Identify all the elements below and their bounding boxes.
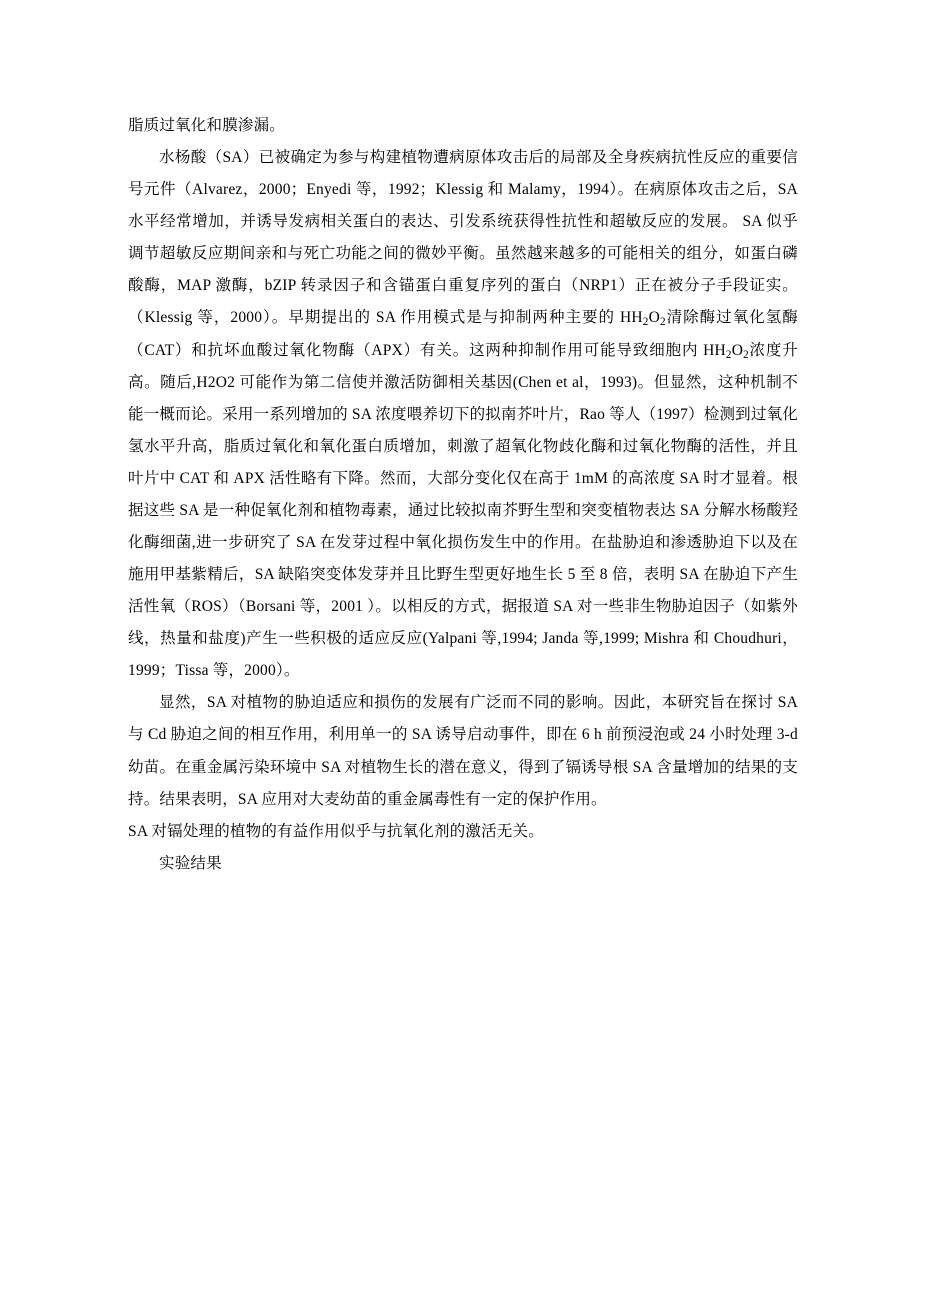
paragraph-antioxidant-note: SA 对镉处理的植物的有益作用似乎与抗氧化剂的激活无关。	[128, 822, 544, 840]
paragraph-study-objective: 显然，SA 对植物的胁迫适应和损伤的发展有广泛而不同的影响。因此，本研究旨在探讨 SA 与 Cd 胁迫之间的相互作用，利用单一的 SA 诱导启动事件，即在 6 h 前预浸泡或 24 小时处理 3-d 幼苗。在重金属污染环境中 SA 对植物生长的潜在意义，得到了镉诱导根 SA 含量增加的结果的支持。结果表明，SA 应用对大麦幼苗的重金属毒性有一定的保护作用。	[128, 694, 798, 808]
paragraph-salicylic-acid-signaling	[128, 142, 798, 687]
oxygen-symbol-b: O	[731, 341, 744, 359]
subscript-2d: 2	[743, 348, 749, 361]
paragraph-lipid-peroxidation: 脂质过氧化和膜渗漏。	[128, 117, 286, 134]
subscript-2a: 2	[642, 316, 649, 329]
document-body	[128, 110, 798, 880]
heading-experimental-results: 实验结果	[159, 854, 222, 872]
subscript-2b: 2	[659, 316, 666, 329]
paragraph-text-part-1: 水杨酸（SA）已被确定为参与构建植物遭病原体攻击后的局部及全身疾病抗性反应的重要信号元件（Alvarez，2000；Enyedi 等，1992；Klessig 和 Malamy，1994）。在病原体攻击之后，SA 水平经常增加，并诱导发病相关蛋白的表达、引发系统获得性抗性和超敏反应的发展。 SA 似乎调节超敏反应期间亲和与死亡功能之间的微妙平衡。虽然越来越多的可能相关的组分，如蛋白磷酸酶，MAP 激酶，bZIP 转录因子和含锚蛋白重复序列的蛋白（NRP1）正在被分子手段证实。（Klessig 等，2000）。早期提出的 SA 作用模式是与抑制两种主要的 H	[128, 149, 798, 327]
oxygen-symbol-a: O	[648, 309, 660, 327]
subscript-2c: 2	[725, 348, 732, 361]
paragraph-text-part-2: 清除酶过氧化氢酶（CAT）和抗坏血酸过氧化物酶（APX）有关。这两种抑制作用可能导致细胞内 H	[128, 309, 798, 359]
paragraph-text-part-3: 浓度升高。随后,H2O2 可能作为第二信使并激活防御相关基因(Chen et al，1993)。但显然，这种机制不能一概而论。采用一系列增加的 SA 浓度喂养切下的拟南芥叶片，Rao 等人（1997）检测到过氧化氢水平升高，脂质过氧化和氧化蛋白质增加，刺激了超氧化物歧化酶和过氧化物酶的活性，并且叶片中 CAT 和 APX 活性略有下降。然而，大部分变化仅在高于 1mM 的高浓度 SA 时才显着。根据这些 SA 是一种促氧化剂和植物毒素，通过比较拟南芥野生型和突变植物表达 SA 分解水杨酸羟化酶细菌,进一步研究了 SA 在发芽过程中氧化损伤发生中的作用。在盐胁迫和渗透胁迫下以及在施用甲基紫精后，SA 缺陷突变体发芽并且比野生型更好地生长 5 至 8 倍，表明 SA 在胁迫下产生活性氧（ROS）（Borsani 等，2001 ）。以相反的方式，据报道 SA 对一些非生物胁迫因子（如紫外线，热量和盐度)产生一些积极的适应反应(Yalpani 等,1994; Janda 等,1999; Mishra 和 Choudhuri，1999；Tissa 等，2000）。	[128, 341, 798, 680]
formula-h2o2-first: $H_2O_2$	[631, 309, 666, 329]
formula-h2o2-second: $H_2O_2$	[714, 341, 749, 361]
